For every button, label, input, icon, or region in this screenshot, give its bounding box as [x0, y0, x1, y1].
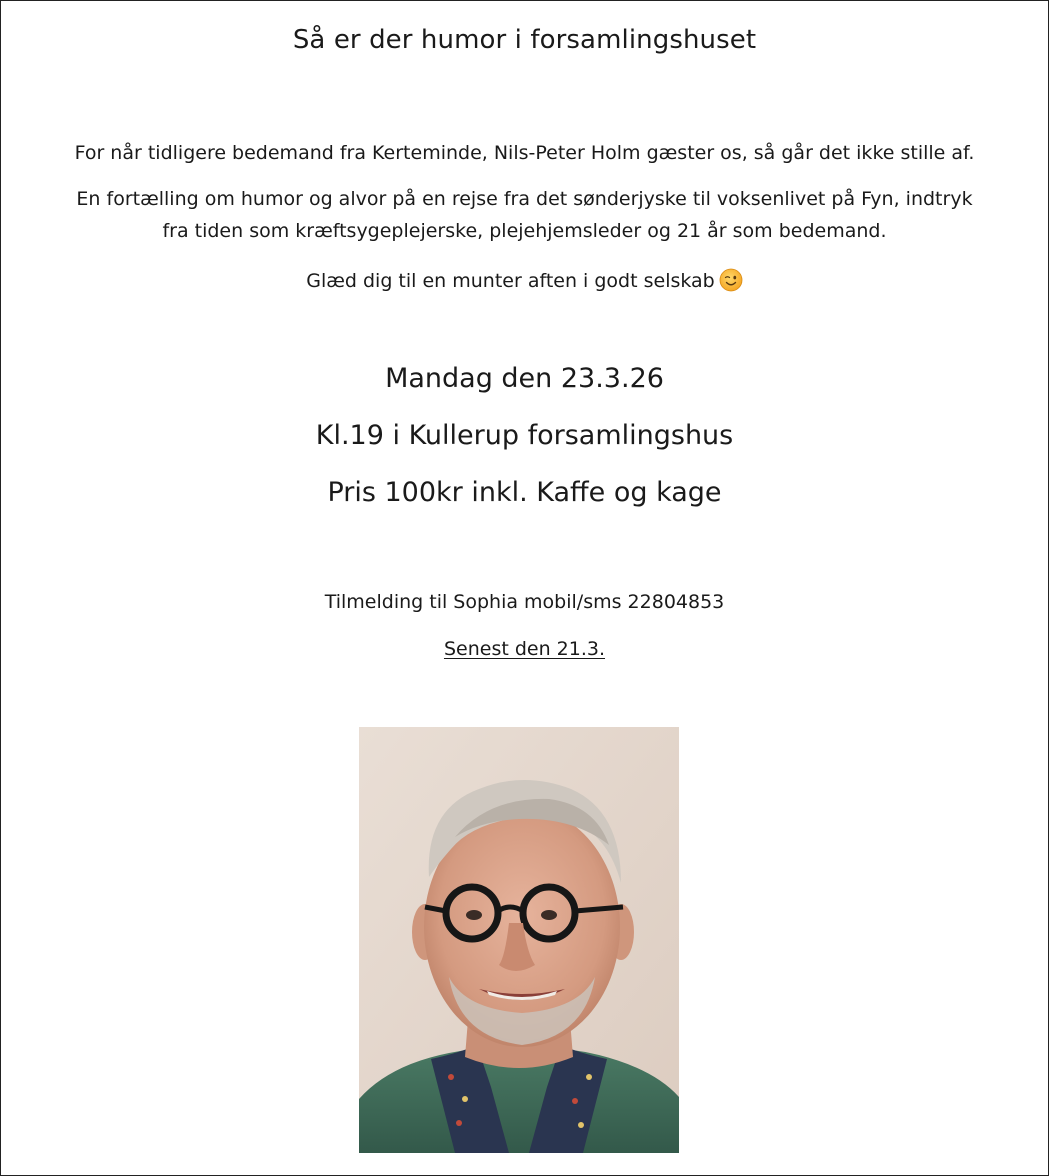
- invite-text-line: [1, 268, 1048, 292]
- winking-face-icon: [719, 268, 743, 292]
- event-place: Kl.19 i Kullerup forsamlingshus: [315, 420, 734, 451]
- portrait-photo: [359, 727, 679, 1153]
- story-text-line-2: fra tiden som kræftsygeplejerske, plejehjemsleder og 21 år som bedemand.: [162, 220, 887, 242]
- event-title: Så er der humor i forsamlingshuset: [292, 25, 757, 55]
- signup-info: Tilmelding til Sophia mobil/sms 22804853: [324, 591, 725, 613]
- signup-deadline-line: [1, 638, 1048, 660]
- story-text-line-1: En fortælling om humor og alvor på en rejse fra det sønderjyske til voksenlivet på Fyn, indtryk: [76, 188, 973, 210]
- invite-text: Glæd dig til en munter aften i godt selskab: [306, 270, 715, 292]
- event-price: Pris 100kr inkl. Kaffe og kage: [327, 477, 722, 508]
- event-date: Mandag den 23.3.26: [385, 363, 664, 394]
- signup-deadline: Senest den 21.3.: [443, 638, 606, 660]
- intro-text: For når tidligere bedemand fra Kerteminde, Nils-Peter Holm gæster os, så går det ikke stille af.: [74, 142, 975, 164]
